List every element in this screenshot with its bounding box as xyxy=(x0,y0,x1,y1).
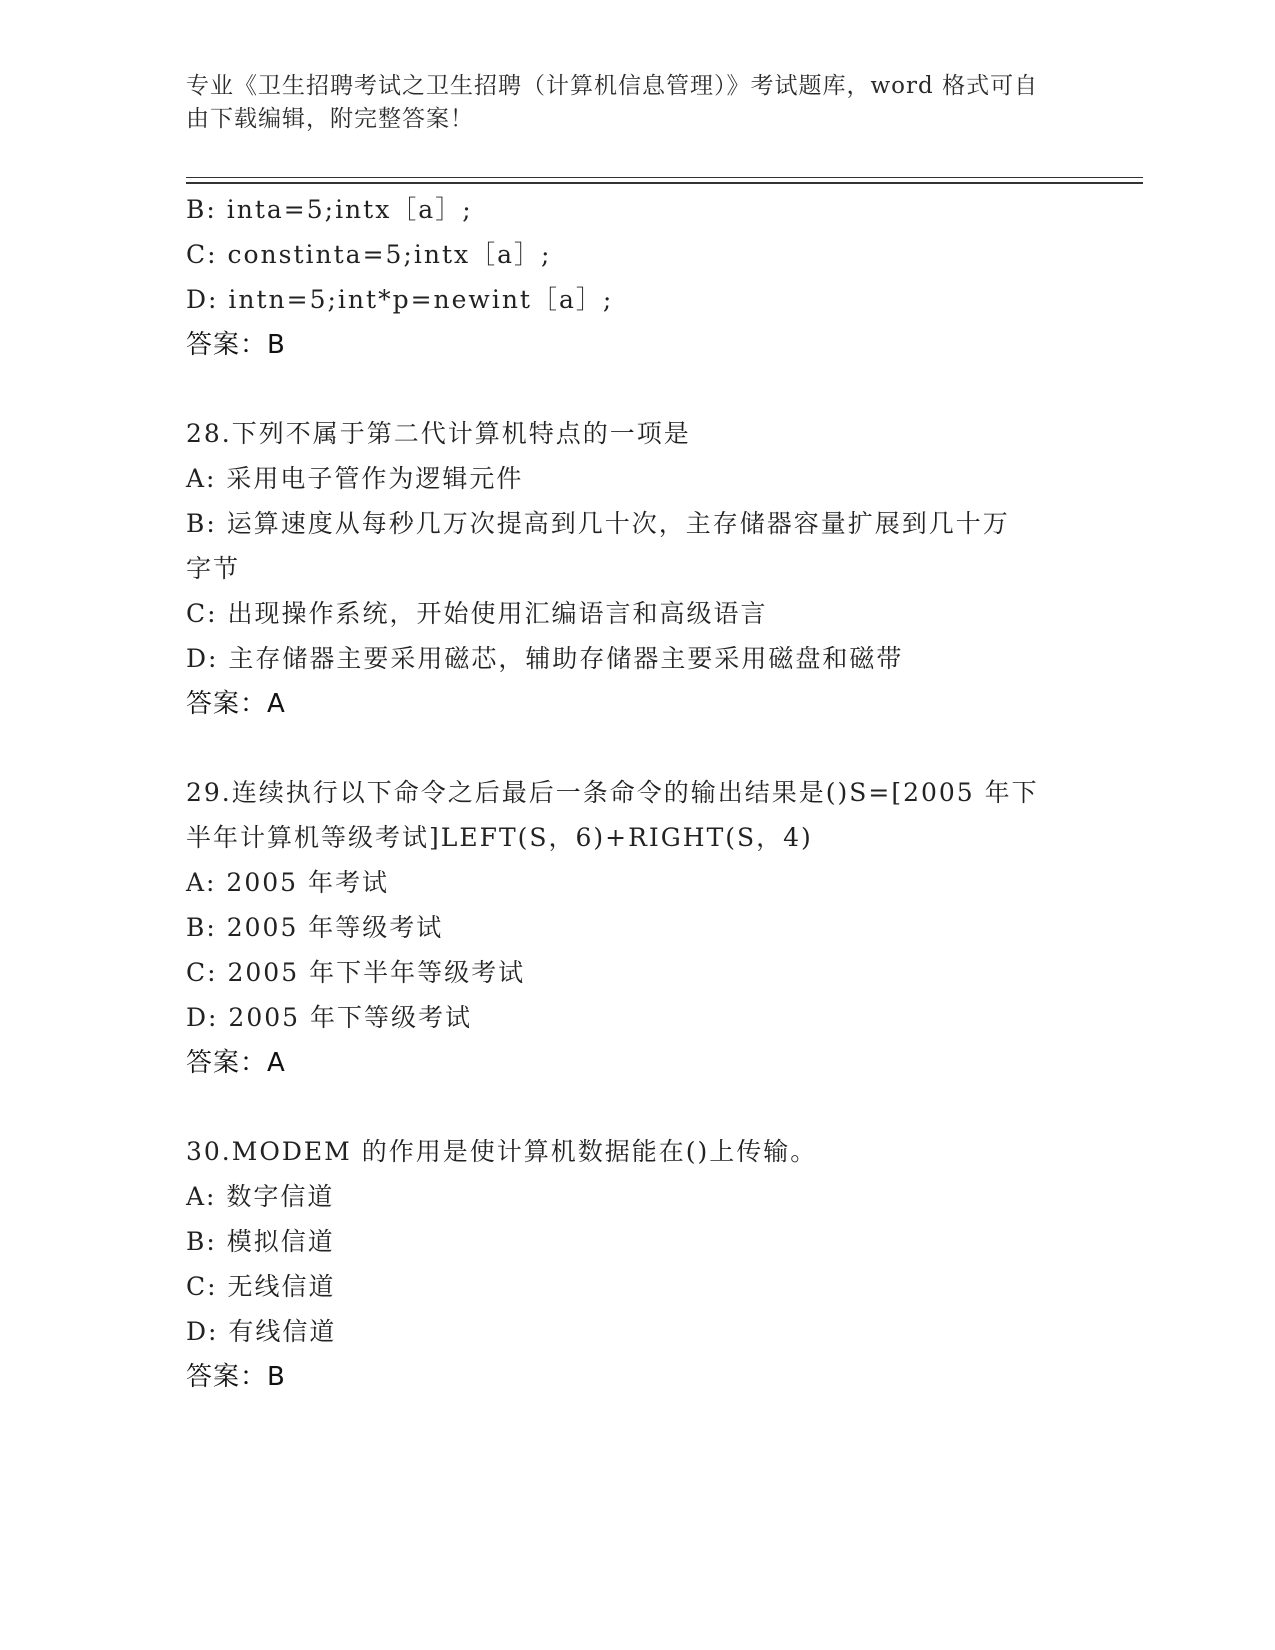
q27-option-d: D: intn=5;int*p=newint［a］; xyxy=(186,285,614,314)
q30-option-a: A: 数字信道 xyxy=(186,1182,335,1211)
header-divider-bottom xyxy=(186,182,1143,184)
q28-answer: 答案：A xyxy=(186,689,286,719)
q29-question-line-1: 29.连续执行以下命令之后最后一条命令的输出结果是()S=[2005 年下 xyxy=(186,778,1039,807)
q29-question-line-2: 半年计算机等级考试]LEFT(S，6)+RIGHT(S，4) xyxy=(186,823,813,852)
q30-answer: 答案：B xyxy=(186,1362,286,1392)
q29-option-d: D: 2005 年下等级考试 xyxy=(186,1003,472,1032)
document-header xyxy=(186,70,1066,136)
header-line-2: 由下载编辑，附完整答案！ xyxy=(186,106,474,132)
q29-option-b: B: 2005 年等级考试 xyxy=(186,913,444,942)
q27-option-c: C: constinta=5;intx［a］; xyxy=(186,240,552,269)
q29-option-c: C: 2005 年下半年等级考试 xyxy=(186,958,526,987)
q29-answer: 答案：A xyxy=(186,1048,286,1078)
q28-option-d: D: 主存储器主要采用磁芯，辅助存储器主要采用磁盘和磁带 xyxy=(186,644,904,673)
q27-option-b: B: inta=5;intx［a］; xyxy=(186,195,473,224)
q27-answer: 答案：B xyxy=(186,330,286,360)
q30-option-b: B: 模拟信道 xyxy=(186,1227,335,1256)
q30-option-c: C: 无线信道 xyxy=(186,1272,336,1301)
q30-question: 30.MODEM 的作用是使计算机数据能在()上传输。 xyxy=(186,1137,818,1166)
header-divider-top xyxy=(186,177,1143,178)
q30-option-d: D: 有线信道 xyxy=(186,1317,337,1346)
q28-option-b-line-2: 字节 xyxy=(186,554,241,583)
q28-option-c: C: 出现操作系统，开始使用汇编语言和高级语言 xyxy=(186,599,768,628)
q29-option-a: A: 2005 年考试 xyxy=(186,868,389,897)
header-line-1: 专业《卫生招聘考试之卫生招聘（计算机信息管理）》考试题库，word 格式可自 xyxy=(186,73,1039,99)
q28-question: 28.下列不属于第二代计算机特点的一项是 xyxy=(186,419,691,448)
q28-option-b-line-1: B: 运算速度从每秒几万次提高到几十次，主存储器容量扩展到几十万 xyxy=(186,509,1010,538)
q28-option-a: A: 采用电子管作为逻辑元件 xyxy=(186,464,524,493)
